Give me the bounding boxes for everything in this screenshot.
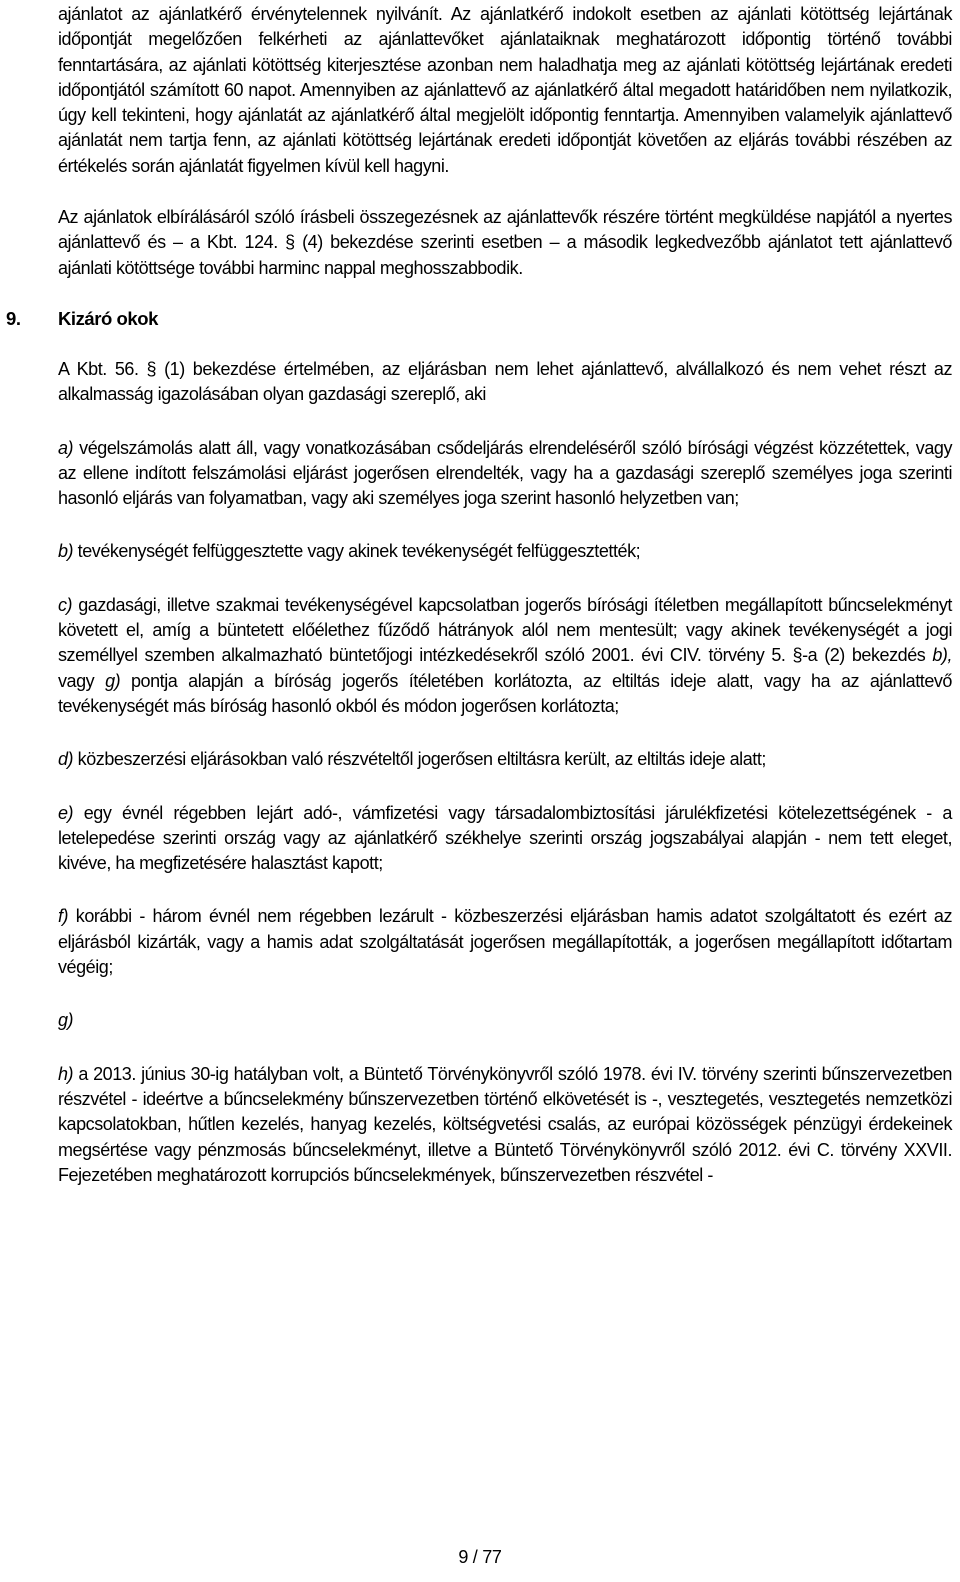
item-text: közbeszerzési eljárásokban való részvételtől jogerősen eltiltásra került, az eltiltás ideje alatt; — [73, 749, 766, 770]
list-item-d — [58, 747, 952, 772]
item-emphasis: g) — [105, 670, 121, 691]
section-intro: A Kbt. 56. § (1) bekezdése értelmében, az eljárásban nem lehet ajánlattevő, alvállalkozó és nem vehet részt az alkalmasság igazolásában olyan gazdasági szereplő, aki — [58, 358, 952, 405]
item-label: d) — [58, 749, 74, 770]
section-title: Kizáró okok — [58, 307, 158, 329]
list-item-g — [58, 1008, 952, 1033]
item-label: f) — [58, 906, 69, 927]
item-text: a 2013. június 30-ig hatályban volt, a Büntető Törvénykönyvről szóló 1978. évi IV. törvény szerinti bűnszervezetben részvétel - ideértve a bűncselekmény bűnszervezetben történő elkövetését is -, vesztegetés, vesztegetés nemzetközi kapcsolatokban, hűtlen kezelés, hanyag kezelés, költségvetési csalás, az európai közösségek pénzügyi érdekeinek megsértése vagy pénzmosás bűncselekményt, illetve a Büntető Törvénykönyvről szóló 2012. évi C. törvény XXVII. Fejezetében meghatározott korrupciós bűncselekmények, bűnszervezetben részvétel - — [58, 1063, 952, 1185]
page-number: 9 / 77 — [458, 1547, 502, 1567]
item-label: h) — [58, 1063, 74, 1084]
section-heading — [6, 303, 952, 335]
list-item-c — [58, 593, 952, 719]
paragraph-offer-validity: ajánlatot az ajánlatkérő érvénytelennek nyilvánít. Az ajánlatkérő indokolt esetben az ajánlati kötöttség lejártának időpontját megelőzően felkérheti az ajánlattevőket ajánlataiknak meghatározott időpontig történő további fenntartására, az ajánlati kötöttség kiterjesztése azonban nem haladhatja meg az ajánlati kötöttség lejártának eredeti időpontjától számított 60 napot. Amennyiben az ajánlattevő az ajánlatkérő által megadott határidőben nem nyilatkozik, úgy kell tekinteni, hogy ajánlatát az ajánlatkérő által megjelölt időpontig fenntartja. Amennyiben valamelyik ajánlattevő ajánlatát nem tartja fenn, az ajánlati kötöttség lejártának eredeti időpontját követően az eljárás további részében az értékelés során ajánlatát figyelmen kívül kell hagyni. — [58, 4, 952, 176]
item-text: pontja alapján a bíróság jogerős ítéletében korlátozta, az eltiltás ideje alatt, vagy ha az ajánlattevő tevékenységét más bíróság hasonló okból és módon jogerősen korlátozta; — [58, 670, 952, 716]
paragraph-offer-extension: Az ajánlatok elbírálásáról szóló írásbeli összegezésnek az ajánlattevők részére történt megküldése napjától a nyertes ajánlattevő és – a Kbt. 124. § (4) bekezdése szerinti esetben – a második legkedvezőbb ajánlatot tett ajánlattevő ajánlati kötöttsége további harminc nappal meghosszabbodik. — [58, 207, 952, 278]
section-number: 9. — [6, 307, 21, 329]
list-item-a — [58, 436, 952, 512]
list-item-e — [58, 801, 952, 877]
item-label: c) — [58, 594, 73, 615]
item-text: korábbi - három évnél nem régebben lezárult - közbeszerzési eljárásban hamis adatot szolgáltatott és ezért az eljárásból kizárták, vagy a hamis adat szolgáltatását jogerősen megállapították, a jogerősen megállapított időtartam végéig; — [58, 906, 952, 978]
item-label: a) — [58, 437, 74, 458]
list-item-f — [58, 904, 952, 980]
item-text: vagy — [58, 670, 106, 691]
item-text: egy évnél régebben lejárt adó-, vámfizetési vagy társadalombiztosítási járulékfizetési kötelezettségének - a letelepedése szerinti ország vagy az ajánlatkérő székhelye szerinti ország jogszabályai alapján - nem tett eleget, kivéve, ha megfizetésére halasztást kapott; — [58, 802, 952, 874]
item-text: tevékenységét felfüggesztette vagy akinek tevékenységét felfüggesztették; — [73, 541, 641, 562]
item-text: végelszámolás alatt áll, vagy vonatkozásában csődeljárás elrendeléséről szóló bírósági végzést közzétettek, vagy az ellene indított felszámolási eljárást jogerősen elrendelték, vagy ha a gazdasági szereplő személyes joga szerinti hasonló eljárás van folyamatban, vagy aki személyes joga szerint hasonló helyzetben van; — [58, 437, 952, 509]
item-text: gazdasági, illetve szakmai tevékenységével kapcsolatban jogerős bírósági ítéletben megállapított bűncselekményt követett el, amíg a büntetett előélethez fűződő hátrányok alól nem mentesült; vagy akinek tevékenységét a jogi személlyel szemben alkalmazható büntetőjogi intézkedésekről szóló 2001. évi CIV. törvény 5. §-a (2) bekezdés — [58, 594, 952, 666]
item-label: e) — [58, 802, 74, 823]
document-page — [6, 2, 952, 1188]
item-label: b) — [58, 541, 74, 562]
item-emphasis: b), — [932, 645, 952, 666]
list-item-h — [58, 1062, 952, 1188]
item-label: g) — [58, 1010, 74, 1031]
list-item-b — [58, 539, 952, 564]
